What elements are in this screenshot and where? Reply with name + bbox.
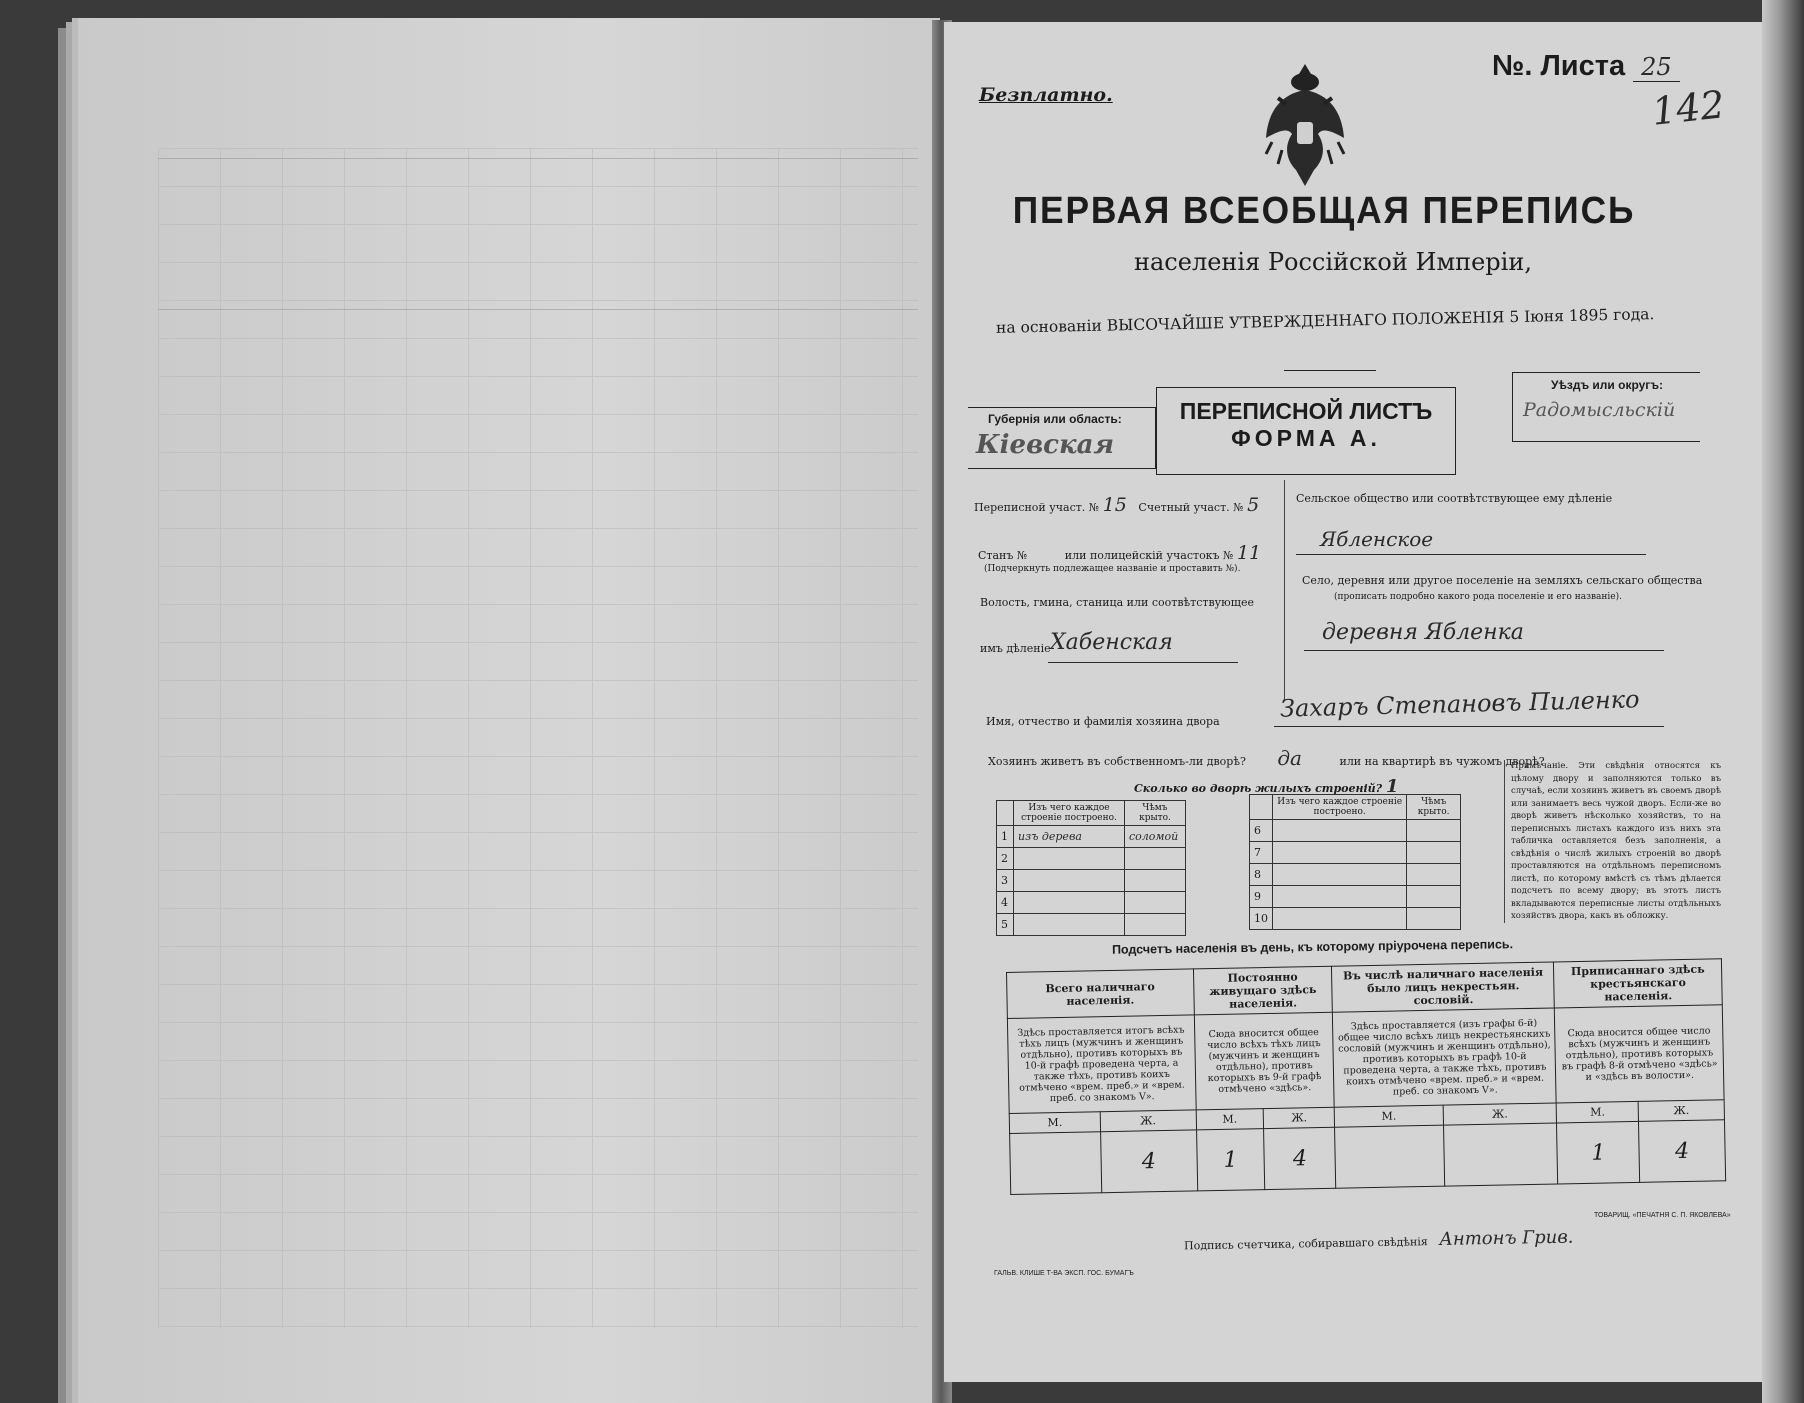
own-yard-value: да — [1277, 746, 1302, 770]
desc-non-peasant: Здѣсь проставляется (изъ графы 6-й) общее число всѣхъ лицъ некрестьянскихъ сословій (мужчинъ и женщинъ отдѣльно), противъ которыхъ въ графѣ 10-й проведена черта, а также тѣхъ, противъ коихъ отмѣчено «врем. преб.» и «врем. преб. со знакомъ V». — [1333, 1008, 1557, 1107]
count-section-label: Счетный участ. № — [1138, 501, 1244, 514]
society-label: Сельское общество или соотвѣтствующее ему дѣленіе — [1296, 492, 1613, 505]
col-permanent: Постоянно живущаго здѣсь населенія. — [1193, 966, 1333, 1015]
imperial-eagle-emblem-icon — [1262, 60, 1348, 192]
row-number: 9 — [1250, 886, 1273, 908]
row-number: 6 — [1250, 820, 1273, 842]
society-underline — [1296, 554, 1646, 555]
row-number: 7 — [1250, 842, 1273, 864]
district-value: Радомысльскій — [1523, 399, 1676, 421]
volost-value: Хабенская — [1050, 630, 1173, 655]
ornament-divider — [1284, 370, 1376, 371]
population-title: Подсчетъ населенія въ день, къ которому пріурочена перепись. — [1111, 937, 1514, 957]
building-material: изъ дерева — [1014, 826, 1125, 848]
table-row — [997, 826, 1186, 848]
table-row — [1250, 908, 1461, 930]
page-title: ПЕРВАЯ ВСЕОБЩАЯ ПЕРЕПИСЬ — [1012, 190, 1636, 232]
printer-mark-left: ГАЛЬВ. КЛИШЕ Т-ВА ЭКСП. ГОС. БУМАГЪ — [994, 1270, 1134, 1277]
m-label: М. — [1009, 1112, 1100, 1134]
left-page — [78, 18, 940, 1403]
form-name-line2: ФОРМА А. — [1231, 425, 1381, 451]
stan-note: (Подчеркнуть подлежащее названіе и проставить №). — [984, 564, 1241, 574]
buildings-table-left — [996, 800, 1186, 936]
col-total-present: Всего наличнаго населенія. — [1007, 969, 1194, 1019]
f-label: Ж. — [1100, 1110, 1196, 1132]
m-label: М. — [1557, 1101, 1639, 1123]
registered-peasant-m: 1 — [1557, 1121, 1640, 1184]
table-row — [1250, 864, 1461, 886]
table-row — [1250, 842, 1461, 864]
table-row — [997, 848, 1186, 870]
decree-basis: на основаніи ВЫСОЧАЙШЕ УТВЕРЖДЕННАГО ПОЛОЖЕНІЯ 5 Іюня 1895 года. — [995, 305, 1655, 337]
printer-mark-right: ТОВАРИЩ. «ПЕЧАТНЯ С. П. ЯКОВЛЕВА» — [1594, 1212, 1731, 1219]
buildings-count-label: Сколько во дворѣ жилыхъ строеній? — [1134, 782, 1383, 795]
police-section-value: 11 — [1236, 542, 1262, 564]
free-label: Безплатно. — [979, 84, 1113, 106]
row-number: 10 — [1250, 908, 1273, 930]
page-subtitle: населенія Россійской Имперіи, — [1134, 248, 1532, 276]
province-box — [968, 407, 1156, 469]
row-number: 4 — [997, 892, 1014, 914]
fields-divider — [1284, 480, 1285, 700]
desc-total-present: Здѣсь проставляется итогъ всѣхъ тѣхъ лицъ (мужчинъ и женщинъ отдѣльно), противъ которыхъ въ 10-й графѣ проведена черта, а также тѣхъ, противъ коихъ отмѣчено «врем. преб.» и «врем. преб. со знакомъ V». — [1007, 1015, 1195, 1114]
volost-underline — [1048, 662, 1238, 663]
col-roof-header: Чѣмъ крыто. — [1407, 795, 1461, 820]
f-label: Ж. — [1638, 1100, 1724, 1122]
left-page-grid — [158, 148, 918, 1328]
table-row — [1250, 886, 1461, 908]
census-section-value: 15 — [1102, 494, 1127, 516]
population-table — [1006, 958, 1726, 1195]
district-box — [1512, 372, 1700, 442]
total-present-f: 4 — [1101, 1130, 1198, 1193]
signature-value: Антонъ Грив. — [1439, 1226, 1574, 1250]
village-note: (прописать подробно какого рода поселеніе и его названіе). — [1334, 592, 1622, 602]
f-label: Ж. — [1443, 1103, 1557, 1125]
permanent-f: 4 — [1264, 1127, 1336, 1189]
stan-label: Станъ № — [978, 549, 1028, 562]
col-material-header: Изъ чего каждое строеніе построено. — [1273, 795, 1407, 820]
col-registered-peasant: Приписаннаго здѣсь крестьянскаго населенія. — [1554, 959, 1722, 1008]
signature-label: Подпись счетчика, собиравшаго свѣдѣнія — [1183, 1235, 1428, 1253]
row-number: 8 — [1250, 864, 1273, 886]
province-value: Кіевская — [976, 430, 1115, 460]
non-peasant-m — [1335, 1125, 1444, 1188]
sheet-number-value: 25 — [1633, 53, 1680, 82]
right-page — [944, 22, 1764, 1382]
village-label: Село, деревня или другое поселеніе на земляхъ сельскаго общества — [1302, 574, 1703, 587]
building-roof: соломой — [1124, 826, 1185, 848]
buildings-table-right — [1249, 794, 1461, 930]
form-name-line1: ПЕРЕПИСНОЙ ЛИСТЪ — [1179, 398, 1433, 424]
col-non-peasant: Въ числѣ наличнаго населенія было лицъ некрестьян. сословій. — [1332, 962, 1555, 1012]
table-row — [997, 870, 1186, 892]
district-label: Уѣздъ или округъ: — [1551, 378, 1664, 392]
count-section-value: 5 — [1247, 494, 1260, 516]
village-value: деревня Ябленка — [1322, 620, 1524, 645]
left-page-header-strip — [158, 158, 918, 310]
f-label: Ж. — [1263, 1107, 1335, 1128]
own-yard-label: Хозяинъ живетъ въ собственномъ-ли дворѣ? — [988, 755, 1246, 768]
province-label: Губернія или область: — [988, 412, 1122, 426]
table-row — [997, 892, 1186, 914]
police-section-label: или полицейскій участокъ № — [1064, 549, 1234, 562]
total-present-m — [1010, 1132, 1102, 1195]
village-underline — [1304, 650, 1664, 651]
volost-label-1: Волость, гмина, станица или соотвѣтствующее — [980, 596, 1254, 609]
volost-label-2: имъ дѣленіе — [980, 642, 1051, 655]
buildings-note: Примѣчаніе. Эти свѣдѣнія относятся къ цѣлому двору и заполняются только въ случаѣ, если хозяинъ живетъ въ своемъ дворѣ или занимаетъ весь чужой дворъ. Если-же во дворѣ живетъ нѣсколько хозяйствъ, то на переписныхъ листахъ каждого изъ нихъ эта табличка оставляется безъ заполненія, а свѣдѣнія о числѣ жилыхъ строеній во дворѣ проставляются на отдѣльномъ переписномъ листѣ, по которому вмѣстѣ съ тѣмъ дѣлается подсчетъ по всему двору; въ этотъ листъ вкладываются переписные листы отдѣльныхъ хозяйствъ двора, какъ въ обложку. — [1504, 760, 1721, 923]
society-value: Ябленское — [1320, 527, 1434, 551]
row-number: 5 — [997, 914, 1014, 936]
col-roof-header: Чѣмъ крыто. — [1124, 801, 1185, 826]
apartment-label: или на квартирѣ въ чужомъ дворѣ? — [1339, 755, 1545, 768]
form-title-box — [1156, 387, 1456, 475]
sheet-number-label: №. Листа — [1492, 50, 1626, 82]
m-label: М. — [1196, 1109, 1264, 1130]
desc-registered-peasant: Сюда вносится общее число всѣхъ (мужчинъ и женщинъ отдѣльно), противъ которыхъ въ графѣ 8-й отмѣчено «здѣсь» и «здѣсь въ волости». — [1555, 1005, 1724, 1103]
row-number: 1 — [997, 826, 1014, 848]
registered-peasant-f: 4 — [1639, 1120, 1726, 1183]
buildings-count-value: 1 — [1385, 776, 1399, 797]
page-stack-edge — [1762, 0, 1804, 1403]
col-material-header: Изъ чего каждое строеніе построено. — [1014, 801, 1125, 826]
permanent-m: 1 — [1196, 1129, 1265, 1191]
row-number: 2 — [997, 848, 1014, 870]
page-number-handwritten: 142 — [1649, 82, 1727, 134]
table-row — [1250, 820, 1461, 842]
table-row — [997, 914, 1186, 936]
non-peasant-f — [1443, 1123, 1558, 1186]
owner-label: Имя, отчество и фамилія хозяина двора — [986, 715, 1220, 728]
m-label: М. — [1335, 1105, 1444, 1127]
owner-underline — [1274, 726, 1664, 727]
owner-value: Захаръ Степановъ Пиленко — [1279, 685, 1640, 723]
desc-permanent: Сюда вносится общее число всѣхъ тѣхъ лицъ (мужчинъ и женщинъ отдѣльно), противъ которыхъ въ 9-й графѣ отмѣчено «здѣсь». — [1194, 1012, 1335, 1110]
census-section-label: Переписной участ. № — [974, 501, 1100, 514]
row-number: 3 — [997, 870, 1014, 892]
